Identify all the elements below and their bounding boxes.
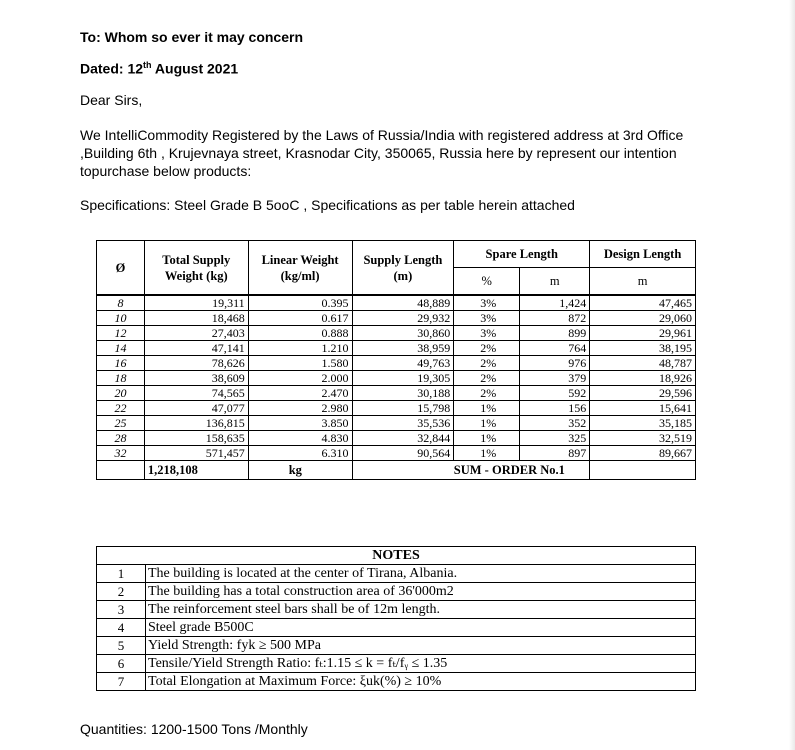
- header-spare-length: Spare Length: [454, 241, 590, 268]
- recipient-line: To: Whom so ever it may concern: [80, 29, 304, 45]
- supply-length-cell: 15,798: [352, 401, 454, 416]
- note-text: Tensile/Yield Strength Ratio: fₜ:1.15 ≤ k = fₜ/fᵧ ≤ 1.35: [146, 655, 696, 673]
- spec-row: [97, 386, 696, 401]
- spare-pct-cell: 1%: [454, 401, 520, 416]
- spare-pct-cell: 2%: [454, 371, 520, 386]
- note-row: [97, 637, 696, 655]
- linear-weight-cell: 0.888: [248, 326, 352, 341]
- spare-pct-cell: 1%: [454, 416, 520, 431]
- note-row: [97, 565, 696, 583]
- supply-length-cell: 49,763: [352, 356, 454, 371]
- weight-cell: 158,635: [144, 431, 248, 446]
- note-text: Total Elongation at Maximum Force: ξuk(%) ≥ 10%: [146, 673, 696, 691]
- spare-pct-cell: 2%: [454, 341, 520, 356]
- weight-cell: 38,609: [144, 371, 248, 386]
- spare-pct-cell: 3%: [454, 295, 520, 311]
- spec-row: [97, 401, 696, 416]
- weight-cell: 19,311: [144, 295, 248, 311]
- supply-length-cell: 35,536: [352, 416, 454, 431]
- linear-weight-cell: 4.830: [248, 431, 352, 446]
- design-length-cell: 35,185: [590, 416, 696, 431]
- note-number: 5: [97, 637, 146, 655]
- design-length-cell: 29,596: [590, 386, 696, 401]
- page-edge-shadow: [789, 0, 795, 750]
- diameter-cell: 8: [97, 295, 145, 311]
- note-text: Yield Strength: fyk ≥ 500 MPa: [146, 637, 696, 655]
- intro-paragraph: We IntelliCommodity Registered by the Laws of Russia/India with registered address at 3rd Office ,Building 6th , Krujevnaya street, Krasnodar City, 350065, Russia here by represent our intention topurchase below products:: [80, 127, 684, 179]
- date-suffix-sup: th: [143, 60, 152, 70]
- diameter-cell: 32: [97, 446, 145, 461]
- supply-length-cell: 90,564: [352, 446, 454, 461]
- linear-weight-cell: 1.580: [248, 356, 352, 371]
- diameter-cell: 18: [97, 371, 145, 386]
- sum-order-label: SUM - ORDER No.1: [454, 461, 590, 480]
- spec-row: [97, 371, 696, 386]
- note-text: The building has a total construction area of 36'000m2: [146, 583, 696, 601]
- specification-table: [96, 240, 696, 480]
- spare-m-cell: 156: [520, 401, 590, 416]
- spare-m-cell: 872: [520, 311, 590, 326]
- spare-m-cell: 352: [520, 416, 590, 431]
- spare-pct-cell: 1%: [454, 446, 520, 461]
- note-text: The reinforcement steel bars shall be of 12m length.: [146, 601, 696, 619]
- total-unit: kg: [248, 461, 352, 480]
- note-row: [97, 619, 696, 637]
- weight-cell: 47,077: [144, 401, 248, 416]
- spec-row: [97, 431, 696, 446]
- date-month-year: August 2021: [151, 60, 239, 77]
- diameter-cell: 12: [97, 326, 145, 341]
- linear-weight-cell: 2.000: [248, 371, 352, 386]
- spare-pct-cell: 3%: [454, 311, 520, 326]
- spec-row: [97, 446, 696, 461]
- note-text: The building is located at the center of Tirana, Albania.: [146, 565, 696, 583]
- supply-length-cell: 29,932: [352, 311, 454, 326]
- header-linear-weight: Linear Weight (kg/ml): [248, 241, 352, 296]
- supply-length-cell: 48,889: [352, 295, 454, 311]
- design-length-cell: 29,060: [590, 311, 696, 326]
- design-length-cell: 38,195: [590, 341, 696, 356]
- quantities-line: Quantities: 1200-1500 Tons /Monthly: [80, 721, 308, 737]
- note-number: 7: [97, 673, 146, 691]
- spare-pct-cell: 2%: [454, 386, 520, 401]
- design-length-cell: 89,667: [590, 446, 696, 461]
- total-empty-cell: [97, 461, 145, 480]
- linear-weight-cell: 0.395: [248, 295, 352, 311]
- spare-m-cell: 764: [520, 341, 590, 356]
- spare-m-cell: 1,424: [520, 295, 590, 311]
- diameter-cell: 14: [97, 341, 145, 356]
- spare-pct-cell: 3%: [454, 326, 520, 341]
- spec-row: [97, 295, 696, 311]
- spare-m-cell: 379: [520, 371, 590, 386]
- header-design-length: Design Length: [590, 241, 696, 268]
- supply-length-cell: 38,959: [352, 341, 454, 356]
- spare-pct-cell: 1%: [454, 431, 520, 446]
- header-spare-m: m: [520, 268, 590, 296]
- note-number: 3: [97, 601, 146, 619]
- spec-row: [97, 326, 696, 341]
- linear-weight-cell: 0.617: [248, 311, 352, 326]
- supply-length-cell: 32,844: [352, 431, 454, 446]
- weight-cell: 47,141: [144, 341, 248, 356]
- supply-length-cell: 19,305: [352, 371, 454, 386]
- date-prefix: Dated: 12: [80, 60, 144, 77]
- note-row: [97, 673, 696, 691]
- spec-row: [97, 341, 696, 356]
- header-supply-length: Supply Length (m): [352, 241, 454, 296]
- weight-cell: 74,565: [144, 386, 248, 401]
- date-line: [80, 60, 238, 77]
- diameter-cell: 16: [97, 356, 145, 371]
- note-number: 2: [97, 583, 146, 601]
- diameter-cell: 10: [97, 311, 145, 326]
- sum-spacer-cell: [352, 461, 454, 480]
- spare-m-cell: 325: [520, 431, 590, 446]
- supply-length-cell: 30,188: [352, 386, 454, 401]
- linear-weight-cell: 6.310: [248, 446, 352, 461]
- diameter-cell: 25: [97, 416, 145, 431]
- spec-row: [97, 356, 696, 371]
- note-row: [97, 601, 696, 619]
- spec-row: [97, 311, 696, 326]
- design-length-cell: 18,926: [590, 371, 696, 386]
- header-total-supply: Total Supply Weight (kg): [144, 241, 248, 296]
- diameter-cell: 28: [97, 431, 145, 446]
- weight-cell: 27,403: [144, 326, 248, 341]
- salutation: Dear Sirs,: [80, 92, 143, 108]
- header-spare-pct: %: [454, 268, 520, 296]
- total-weight: 1,218,108: [144, 461, 248, 480]
- design-length-cell: 48,787: [590, 356, 696, 371]
- note-row: [97, 583, 696, 601]
- supply-length-cell: 30,860: [352, 326, 454, 341]
- weight-cell: 571,457: [144, 446, 248, 461]
- total-design-empty-cell: [590, 461, 696, 480]
- spare-pct-cell: 2%: [454, 356, 520, 371]
- spare-m-cell: 897: [520, 446, 590, 461]
- weight-cell: 78,626: [144, 356, 248, 371]
- note-number: 1: [97, 565, 146, 583]
- weight-cell: 136,815: [144, 416, 248, 431]
- design-length-cell: 47,465: [590, 295, 696, 311]
- design-length-cell: 29,961: [590, 326, 696, 341]
- weight-cell: 18,468: [144, 311, 248, 326]
- note-number: 6: [97, 655, 146, 673]
- note-number: 4: [97, 619, 146, 637]
- linear-weight-cell: 3.850: [248, 416, 352, 431]
- linear-weight-cell: 2.470: [248, 386, 352, 401]
- notes-table: [96, 546, 696, 691]
- diameter-cell: 20: [97, 386, 145, 401]
- note-text: Steel grade B500C: [146, 619, 696, 637]
- diameter-cell: 22: [97, 401, 145, 416]
- header-design-m: m: [590, 268, 696, 296]
- notes-title: NOTES: [97, 547, 696, 565]
- spare-m-cell: 592: [520, 386, 590, 401]
- linear-weight-cell: 2.980: [248, 401, 352, 416]
- linear-weight-cell: 1.210: [248, 341, 352, 356]
- spare-m-cell: 976: [520, 356, 590, 371]
- note-row: [97, 655, 696, 673]
- design-length-cell: 32,519: [590, 431, 696, 446]
- design-length-cell: 15,641: [590, 401, 696, 416]
- spare-m-cell: 899: [520, 326, 590, 341]
- spec-row: [97, 416, 696, 431]
- specifications-line: Specifications: Steel Grade B 5ooC , Specifications as per table herein attached: [80, 197, 575, 213]
- header-diameter: Ø: [97, 241, 145, 296]
